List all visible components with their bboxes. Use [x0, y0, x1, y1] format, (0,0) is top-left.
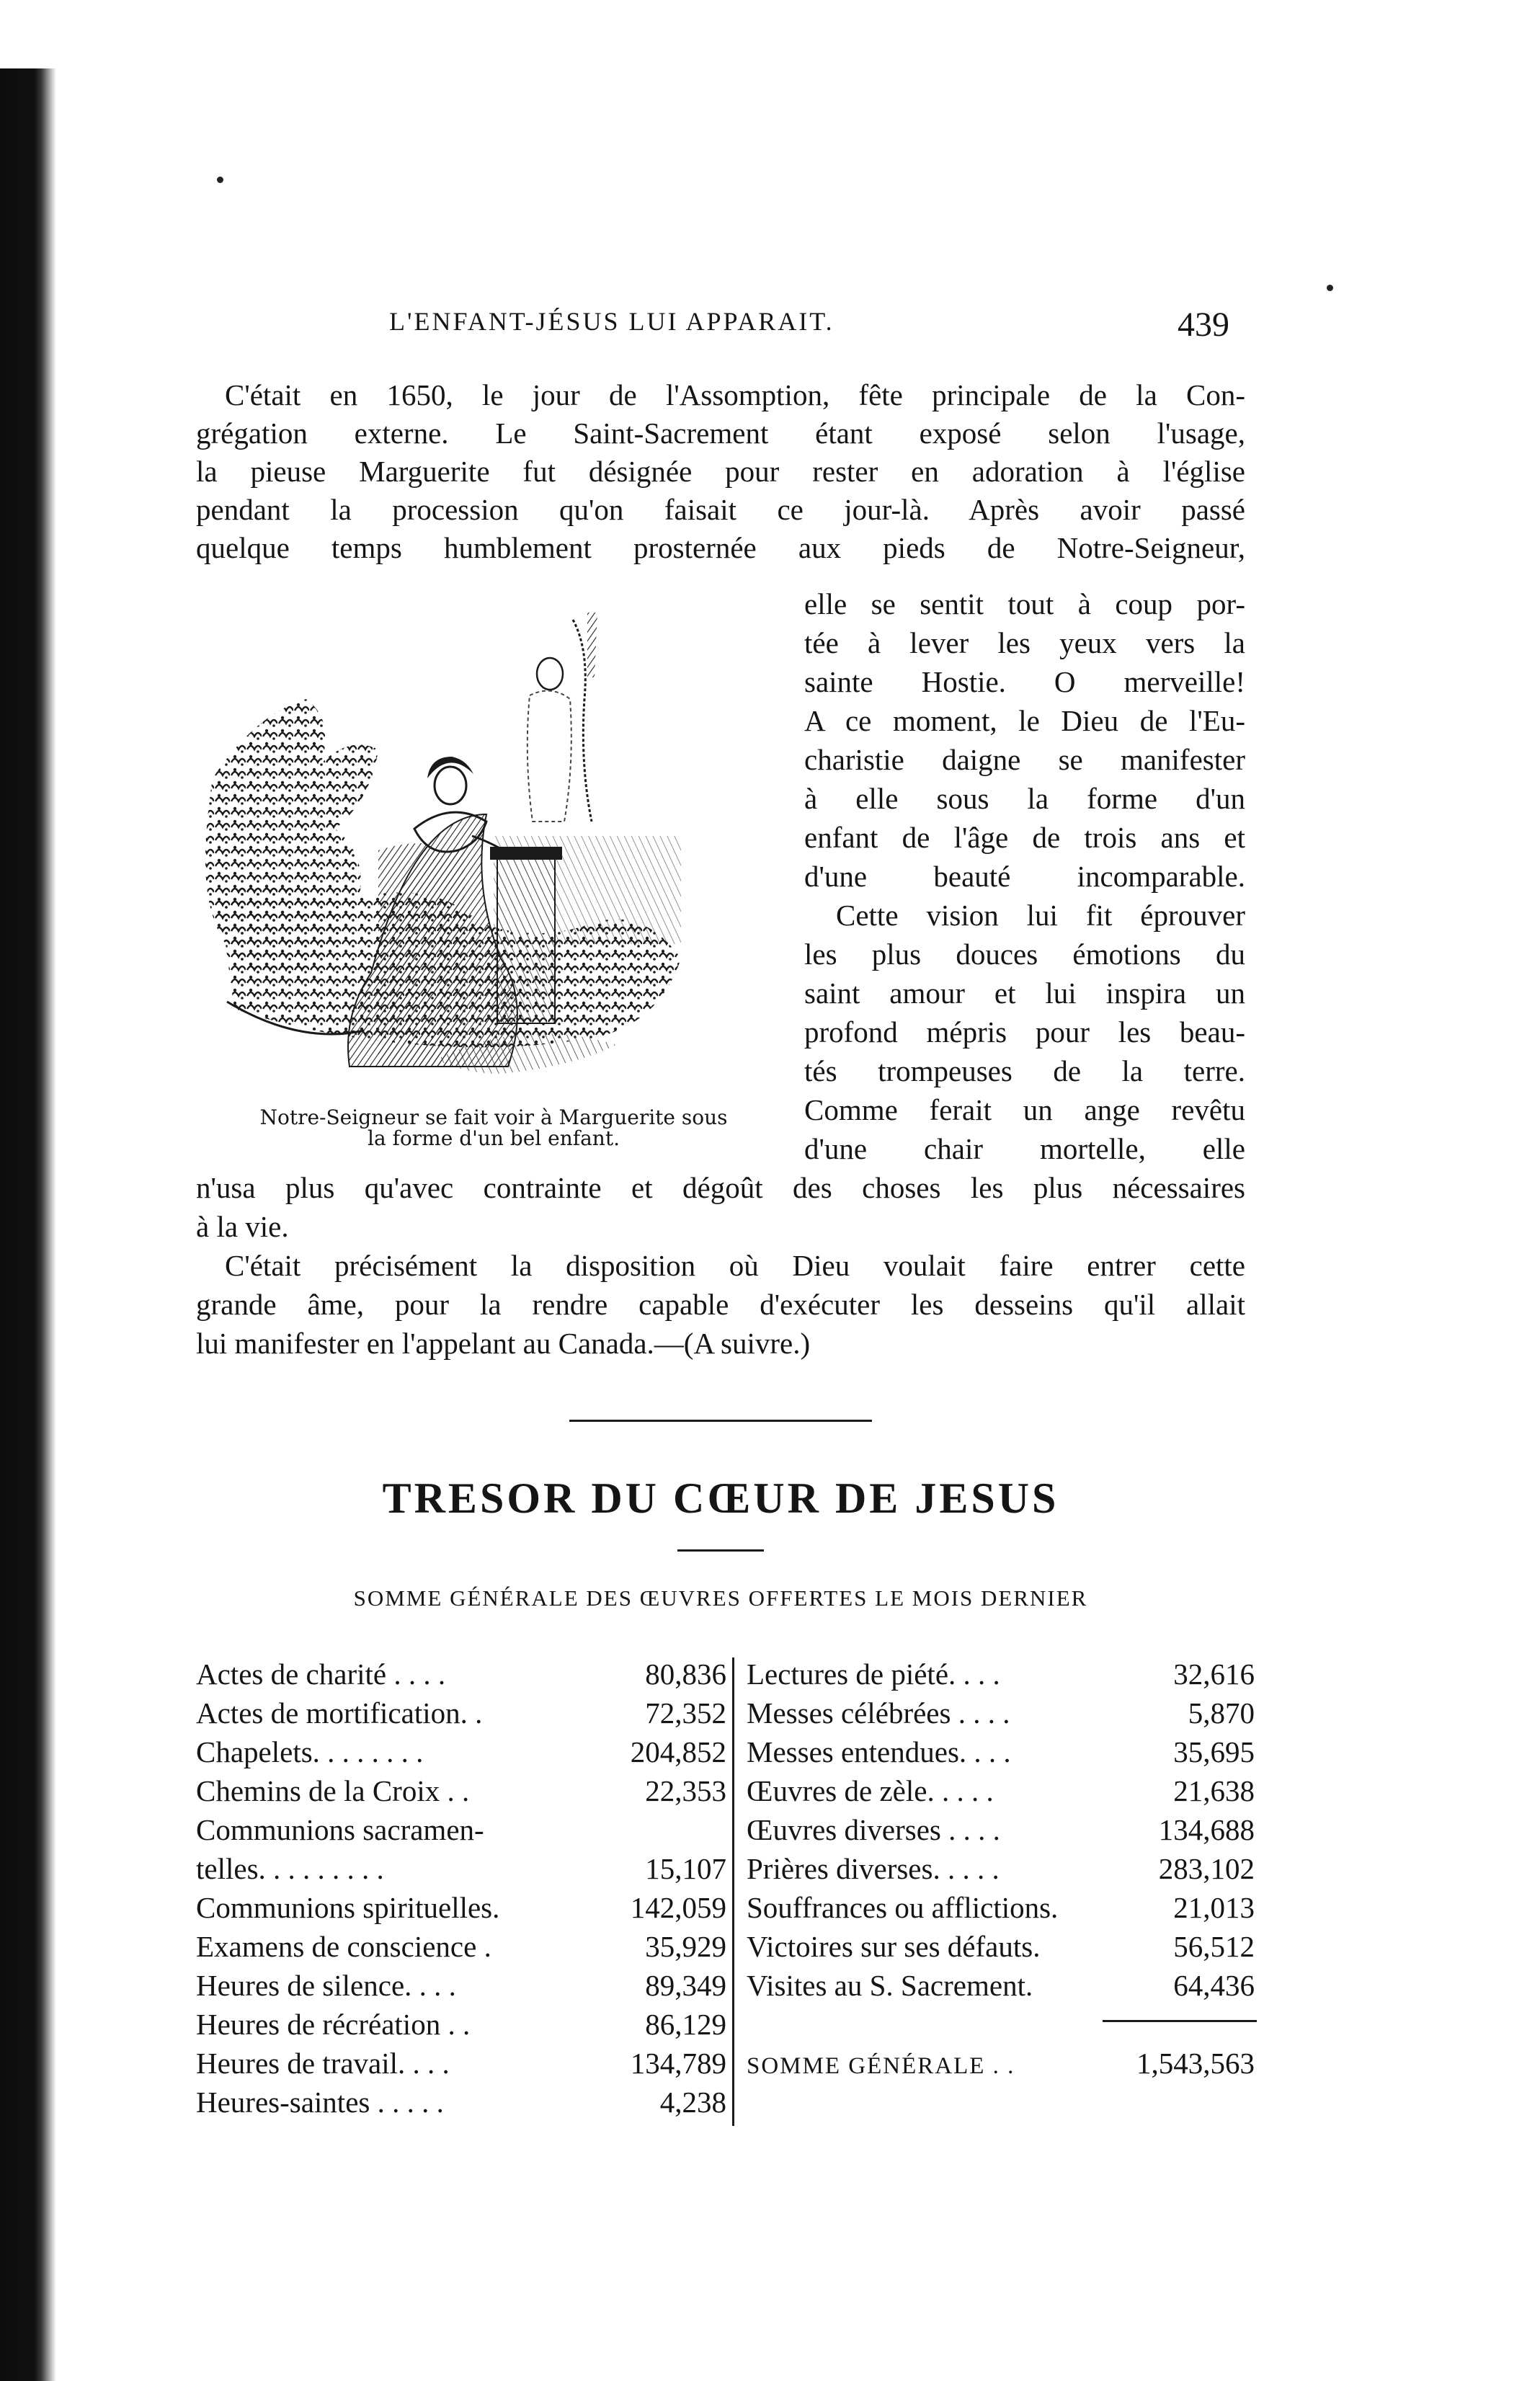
row-value: 80,836: [645, 1657, 726, 1691]
total-rule: [1103, 2020, 1257, 2022]
total-row: [747, 2044, 1255, 2083]
page-number: 439: [1178, 306, 1229, 344]
row-value: 35,695: [1173, 1735, 1255, 1768]
scan-speck: [217, 177, 223, 183]
row-value: 134,688: [1158, 1813, 1255, 1846]
text-line: d'une beauté incomparable.: [804, 860, 1245, 893]
row-label: Heures-saintes . . . . .: [196, 2086, 444, 2119]
row-value: 64,436: [1173, 1969, 1255, 2002]
text-line: n'usa plus qu'avec contrainte et dégoût des choses les plus nécessaires: [196, 1171, 1245, 1204]
text-line: grégation externe. Le Saint-Sacrement étant exposé selon l'usage,: [196, 417, 1245, 450]
text-line: profond mépris pour les beau-: [804, 1015, 1245, 1049]
row-label: Visites au S. Sacrement.: [747, 1969, 1033, 2002]
table-row: [196, 2083, 726, 2122]
text-line: à la vie.: [196, 1210, 289, 1243]
running-header: L'ENFANT-JÉSUS LUI APPARAIT.: [389, 307, 834, 336]
row-value: 21,013: [1173, 1891, 1255, 1924]
text-line: tés trompeuses de la terre.: [804, 1054, 1245, 1087]
row-label: Actes de mortification. .: [196, 1696, 483, 1730]
total-label: SOMME GÉNÉRALE . .: [747, 2053, 1015, 2079]
text-line: C'était précisément la disposition où Dieu voulait faire entrer cette: [225, 1249, 1245, 1282]
text-line: grande âme, pour la rendre capable d'exécuter les desseins qu'il allait: [196, 1288, 1245, 1321]
text-line: enfant de l'âge de trois ans et: [804, 821, 1245, 854]
table-row: [196, 1927, 726, 1966]
table-row: [196, 1849, 726, 1888]
table-row: [196, 1966, 726, 2005]
caption-line: la forme d'un bel enfant.: [368, 1126, 620, 1150]
text-line: pendant la procession qu'on faisait ce jour-là. Après avoir passé: [196, 493, 1245, 526]
table-row: [196, 1694, 726, 1732]
row-label: Chapelets. . . . . . . .: [196, 1735, 424, 1768]
table-row: [196, 1810, 726, 1849]
row-value: 35,929: [645, 1930, 726, 1963]
row-label: Souffrances ou afflictions.: [747, 1891, 1059, 1924]
text-line: Comme ferait un ange revêtu: [804, 1093, 1245, 1126]
total-value: 1,543,563: [1136, 2047, 1255, 2080]
table-row: [747, 1810, 1255, 1849]
text-line: sainte Hostie. O merveille!: [804, 665, 1245, 698]
row-value: 21,638: [1173, 1774, 1255, 1807]
table-row: [747, 1927, 1255, 1966]
row-value: 5,870: [1188, 1696, 1255, 1730]
row-value: 15,107: [645, 1852, 726, 1885]
table-row: [196, 2005, 726, 2044]
row-value: 4,238: [659, 2086, 726, 2119]
row-label: Communions spirituelles.: [196, 1891, 500, 1924]
table-row: [747, 1771, 1255, 1810]
text-line: saint amour et lui inspira un: [804, 976, 1245, 1010]
scan-speck: [1327, 285, 1333, 291]
table-row: [196, 1771, 726, 1810]
row-label: Prières diverses. . . . .: [747, 1852, 1000, 1885]
row-value: 142,059: [630, 1891, 726, 1924]
row-value: 32,616: [1173, 1657, 1255, 1691]
caption-line: Notre-Seigneur se fait voir à Marguerite sous: [259, 1105, 728, 1129]
row-label: Examens de conscience .: [196, 1930, 491, 1963]
scan-binding-edge: [0, 68, 56, 2381]
table-row: [196, 1655, 726, 1694]
row-value: 56,512: [1173, 1930, 1255, 1963]
text-line: C'était en 1650, le jour de l'Assomption, fête principale de la Con-: [225, 378, 1245, 411]
section-separator: [569, 1420, 872, 1422]
row-value: 134,789: [630, 2047, 726, 2080]
text-line: les plus douces émotions du: [804, 938, 1245, 971]
section-title: TRESOR DU CŒUR DE JESUS: [382, 1474, 1059, 1522]
engraving-illustration: [198, 598, 785, 1088]
column-divider: [732, 1657, 734, 2126]
text-line: la pieuse Marguerite fut désignée pour rester en adoration à l'église: [196, 455, 1245, 488]
table-row: [196, 1732, 726, 1771]
text-line: lui manifester en l'appelant au Canada.—(A suivre.): [196, 1327, 811, 1360]
row-label: Œuvres de zèle. . . . .: [747, 1774, 994, 1807]
row-value: 22,353: [645, 1774, 726, 1807]
text-line: charistie daigne se manifester: [804, 743, 1245, 776]
row-value: 204,852: [630, 1735, 726, 1768]
text-line: d'une chair mortelle, elle: [804, 1132, 1245, 1165]
title-underline: [677, 1549, 764, 1552]
row-label: telles. . . . . . . . .: [196, 1852, 384, 1885]
row-label: Heures de travail. . . .: [196, 2047, 450, 2080]
table-row: [196, 1888, 726, 1927]
row-label: Œuvres diverses . . . .: [747, 1813, 1000, 1846]
table-row: [747, 1888, 1255, 1927]
text-line: A ce moment, le Dieu de l'Eu-: [804, 704, 1245, 737]
table-row: [747, 1694, 1255, 1732]
row-label: Communions sacramen-: [196, 1813, 484, 1846]
row-label: Messes célébrées . . . .: [747, 1696, 1010, 1730]
text-line: tée à lever les yeux vers la: [804, 626, 1245, 659]
row-value: 89,349: [645, 1969, 726, 2002]
text-line: Cette vision lui fit éprouver: [836, 899, 1245, 932]
illustration-caption: [198, 1107, 789, 1149]
text-line: elle se sentit tout à coup por-: [804, 587, 1245, 620]
text-line: quelque temps humblement prosternée aux pieds de Notre-Seigneur,: [196, 531, 1245, 564]
row-label: Chemins de la Croix . .: [196, 1774, 470, 1807]
row-value: 283,102: [1158, 1852, 1255, 1885]
row-label: Actes de charité . . . .: [196, 1657, 446, 1691]
table-row: [196, 2044, 726, 2083]
row-value: 72,352: [645, 1696, 726, 1730]
table-row: [747, 1655, 1255, 1694]
table-row: [747, 1966, 1255, 2005]
table-row: [747, 1732, 1255, 1771]
row-label: Victoires sur ses défauts.: [747, 1930, 1041, 1963]
text-line: à elle sous la forme d'un: [804, 782, 1245, 815]
row-value: 86,129: [645, 2008, 726, 2041]
row-label: Messes entendues. . . .: [747, 1735, 1011, 1768]
row-label: Heures de récréation . .: [196, 2008, 471, 2041]
section-subtitle: SOMME GÉNÉRALE DES ŒUVRES OFFERTES LE MOIS DERNIER: [353, 1585, 1088, 1611]
row-label: Heures de silence. . . .: [196, 1969, 456, 2002]
table-row: [747, 1849, 1255, 1888]
row-label: Lectures de piété. . . .: [747, 1657, 1000, 1691]
